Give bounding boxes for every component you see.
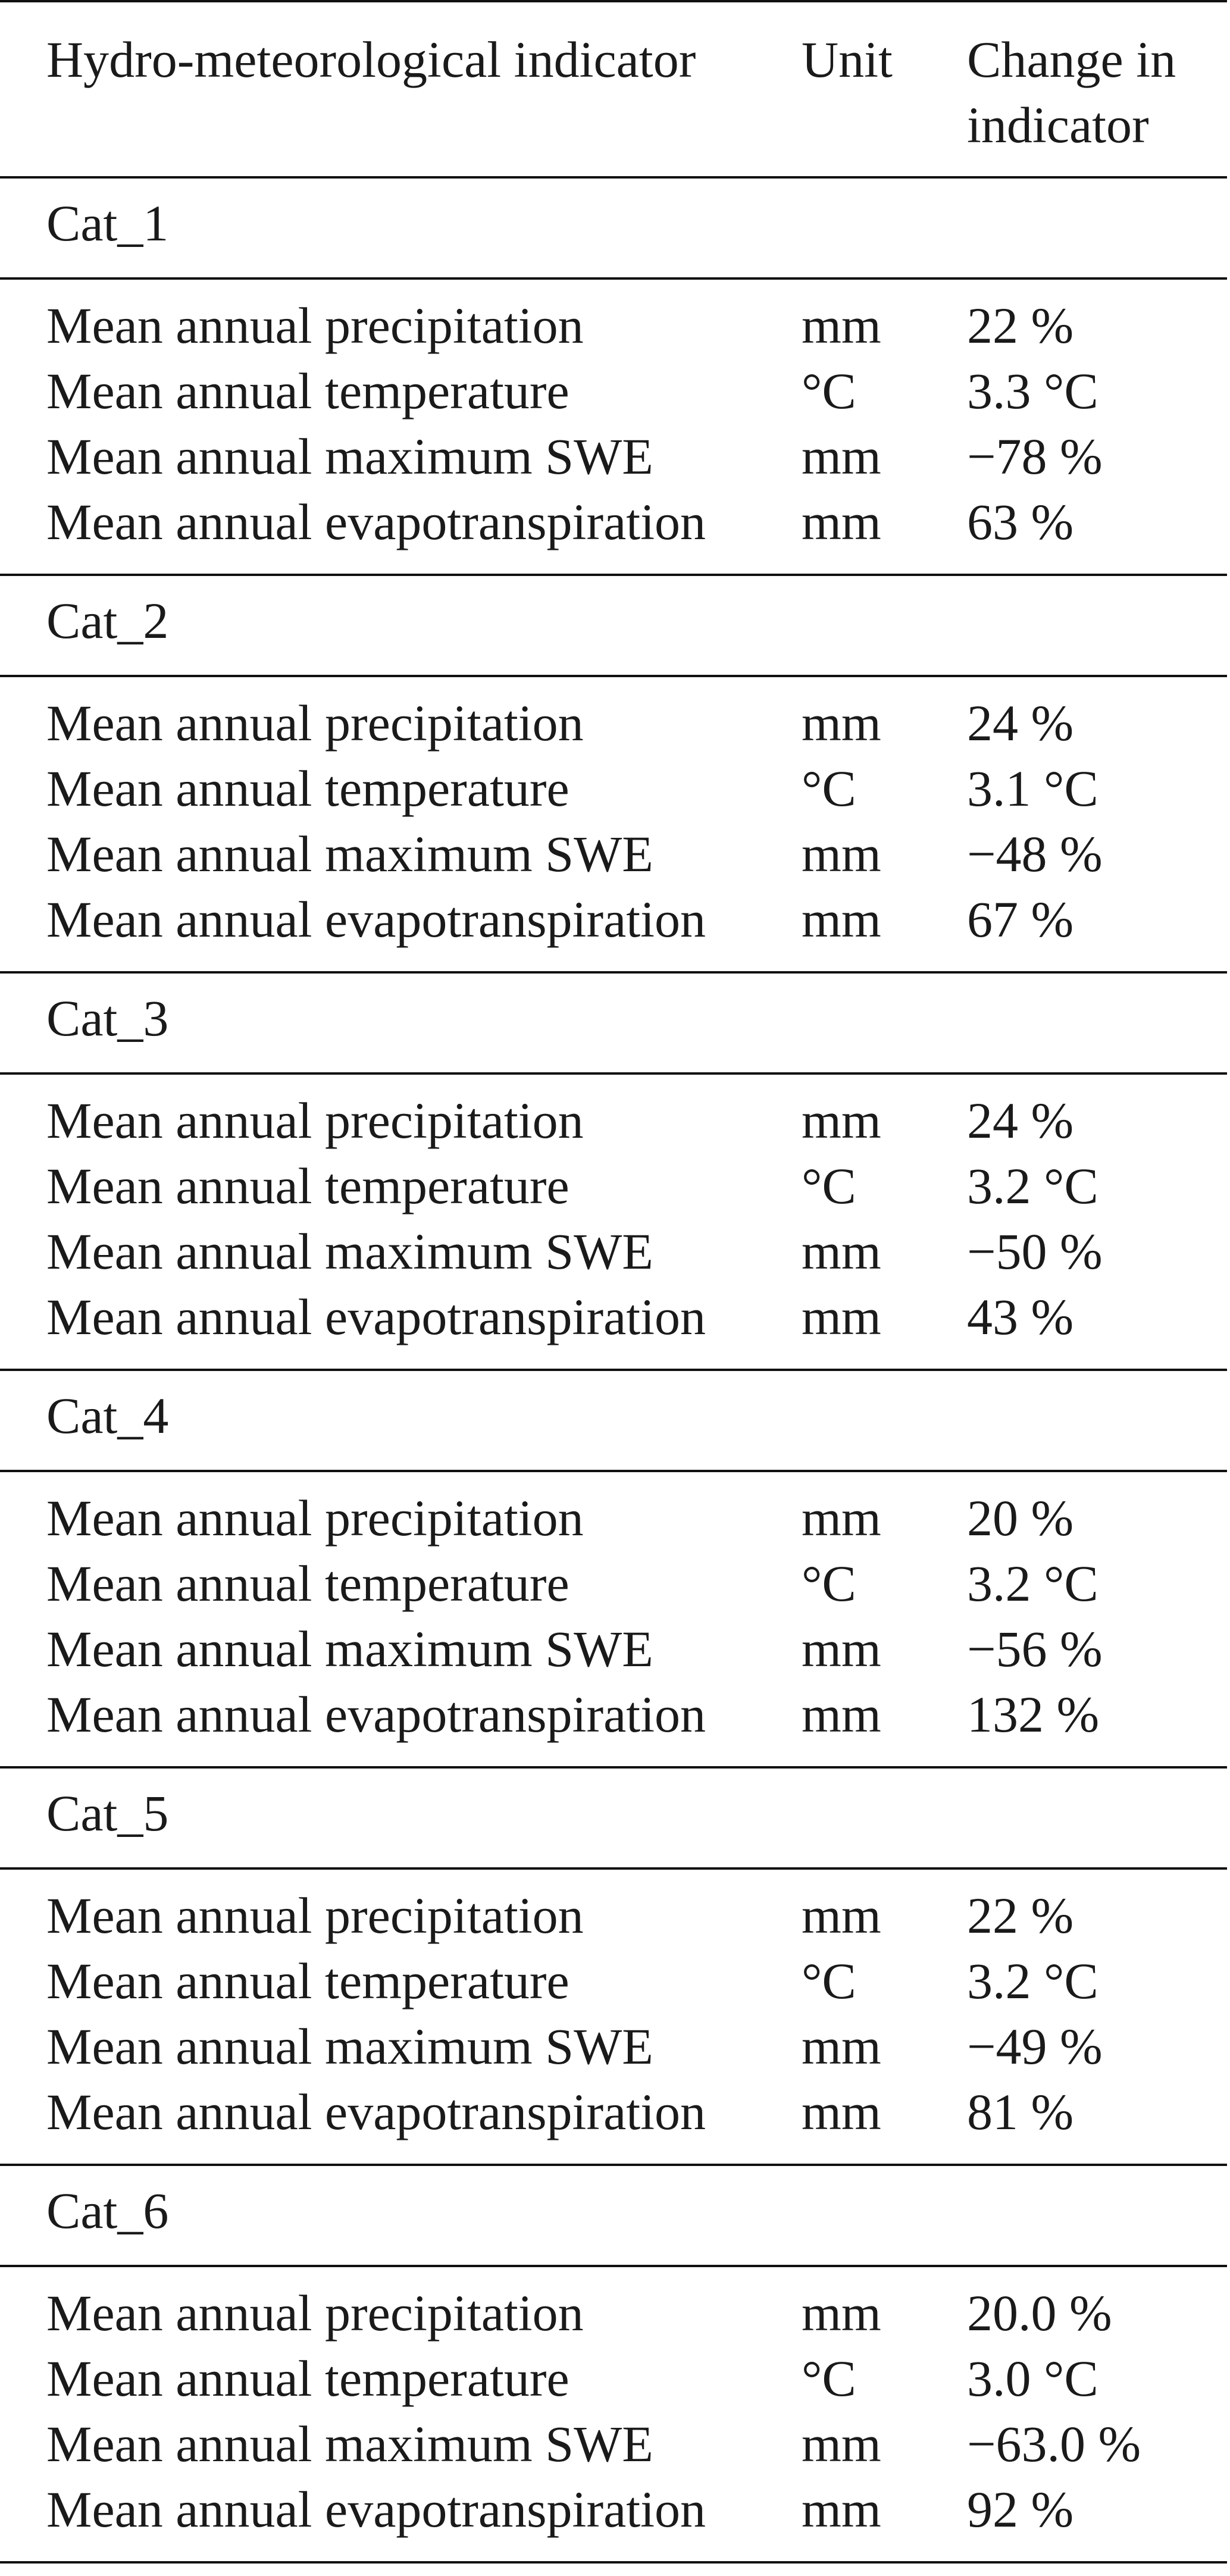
unit-cell: mm bbox=[802, 1489, 881, 1547]
unit-cell: mm bbox=[802, 1288, 881, 1345]
indicator-cell: Mean annual maximum SWE bbox=[46, 2415, 653, 2472]
unit-cell: °C bbox=[802, 1157, 856, 1215]
indicator-cell: Mean annual precipitation bbox=[46, 1092, 584, 1149]
change-cell: 43 % bbox=[967, 1288, 1074, 1345]
table-rule bbox=[0, 574, 1227, 576]
unit-cell: mm bbox=[802, 428, 881, 485]
change-cell: 20 % bbox=[967, 1489, 1074, 1547]
table-rule bbox=[0, 1470, 1227, 1472]
indicator-cell: Mean annual temperature bbox=[46, 760, 569, 817]
unit-cell: °C bbox=[802, 2350, 856, 2407]
indicator-cell: Mean annual maximum SWE bbox=[46, 2018, 653, 2075]
group-name: Cat_2 bbox=[46, 592, 169, 649]
header-indicator: Hydro-meteorological indicator bbox=[46, 31, 696, 88]
group-name: Cat_3 bbox=[46, 990, 169, 1047]
indicator-cell: Mean annual evapotranspiration bbox=[46, 2083, 706, 2140]
indicator-cell: Mean annual precipitation bbox=[46, 1489, 584, 1547]
table-rule bbox=[0, 1072, 1227, 1075]
indicator-cell: Mean annual evapotranspiration bbox=[46, 493, 706, 550]
group-name: Cat_4 bbox=[46, 1387, 169, 1444]
top-rule bbox=[0, 0, 1227, 2]
unit-cell: °C bbox=[802, 760, 856, 817]
indicator-cell: Mean annual evapotranspiration bbox=[46, 891, 706, 948]
unit-cell: mm bbox=[802, 297, 881, 354]
indicator-cell: Mean annual maximum SWE bbox=[46, 1223, 653, 1280]
indicator-cell: Mean annual temperature bbox=[46, 362, 569, 420]
change-cell: 3.1 °C bbox=[967, 760, 1098, 817]
change-cell: 81 % bbox=[967, 2083, 1074, 2140]
indicator-cell: Mean annual evapotranspiration bbox=[46, 1686, 706, 1743]
group-name: Cat_5 bbox=[46, 1785, 169, 1842]
table-rule bbox=[0, 1369, 1227, 1371]
unit-cell: mm bbox=[802, 694, 881, 752]
unit-cell: mm bbox=[802, 1092, 881, 1149]
unit-cell: mm bbox=[802, 2018, 881, 2075]
table-rule bbox=[0, 2164, 1227, 2166]
table-rule bbox=[0, 675, 1227, 677]
change-cell: 20.0 % bbox=[967, 2284, 1112, 2342]
group-name: Cat_1 bbox=[46, 195, 169, 252]
table-rule bbox=[0, 1766, 1227, 1769]
indicator-cell: Mean annual evapotranspiration bbox=[46, 1288, 706, 1345]
header-unit: Unit bbox=[802, 31, 893, 88]
change-cell: −63.0 % bbox=[967, 2415, 1141, 2472]
unit-cell: mm bbox=[802, 2284, 881, 2342]
table-rule bbox=[0, 176, 1227, 179]
change-cell: 132 % bbox=[967, 1686, 1100, 1743]
change-cell: 67 % bbox=[967, 891, 1074, 948]
change-cell: −50 % bbox=[967, 1223, 1103, 1280]
change-cell: −56 % bbox=[967, 1620, 1103, 1677]
indicator-cell: Mean annual precipitation bbox=[46, 297, 584, 354]
change-cell: 3.2 °C bbox=[967, 1952, 1098, 2010]
change-cell: 24 % bbox=[967, 1092, 1074, 1149]
indicator-cell: Mean annual precipitation bbox=[46, 1887, 584, 1944]
table-rule bbox=[0, 277, 1227, 280]
header-change: Change in indicator bbox=[967, 31, 1176, 154]
unit-cell: mm bbox=[802, 2083, 881, 2140]
indicator-cell: Mean annual maximum SWE bbox=[46, 825, 653, 882]
indicator-cell: Mean annual maximum SWE bbox=[46, 1620, 653, 1677]
unit-cell: °C bbox=[802, 362, 856, 420]
unit-cell: °C bbox=[802, 1555, 856, 1612]
unit-cell: mm bbox=[802, 493, 881, 550]
indicator-cell: Mean annual precipitation bbox=[46, 694, 584, 752]
table-rule bbox=[0, 971, 1227, 974]
indicator-cell: Mean annual temperature bbox=[46, 1157, 569, 1215]
table-rule bbox=[0, 2561, 1227, 2564]
indicator-cell: Mean annual temperature bbox=[46, 1555, 569, 1612]
unit-cell: mm bbox=[802, 1223, 881, 1280]
change-cell: 22 % bbox=[967, 1887, 1074, 1944]
unit-cell: °C bbox=[802, 1952, 856, 2010]
change-cell: 3.0 °C bbox=[967, 2350, 1098, 2407]
indicator-cell: Mean annual evapotranspiration bbox=[46, 2481, 706, 2538]
change-cell: 24 % bbox=[967, 694, 1074, 752]
change-cell: 3.2 °C bbox=[967, 1157, 1098, 1215]
unit-cell: mm bbox=[802, 1620, 881, 1677]
unit-cell: mm bbox=[802, 2481, 881, 2538]
change-cell: −48 % bbox=[967, 825, 1103, 882]
group-name: Cat_6 bbox=[46, 2182, 169, 2239]
change-cell: 3.3 °C bbox=[967, 362, 1098, 420]
change-cell: −49 % bbox=[967, 2018, 1103, 2075]
change-cell: 63 % bbox=[967, 493, 1074, 550]
unit-cell: mm bbox=[802, 825, 881, 882]
table-rule bbox=[0, 2265, 1227, 2267]
change-cell: 3.2 °C bbox=[967, 1555, 1098, 1612]
unit-cell: mm bbox=[802, 1686, 881, 1743]
table-rule bbox=[0, 1867, 1227, 1870]
change-cell: 92 % bbox=[967, 2481, 1074, 2538]
unit-cell: mm bbox=[802, 891, 881, 948]
indicator-cell: Mean annual maximum SWE bbox=[46, 428, 653, 485]
change-cell: −78 % bbox=[967, 428, 1103, 485]
indicator-cell: Mean annual temperature bbox=[46, 2350, 569, 2407]
unit-cell: mm bbox=[802, 1887, 881, 1944]
indicator-cell: Mean annual temperature bbox=[46, 1952, 569, 2010]
indicator-cell: Mean annual precipitation bbox=[46, 2284, 584, 2342]
unit-cell: mm bbox=[802, 2415, 881, 2472]
change-cell: 22 % bbox=[967, 297, 1074, 354]
